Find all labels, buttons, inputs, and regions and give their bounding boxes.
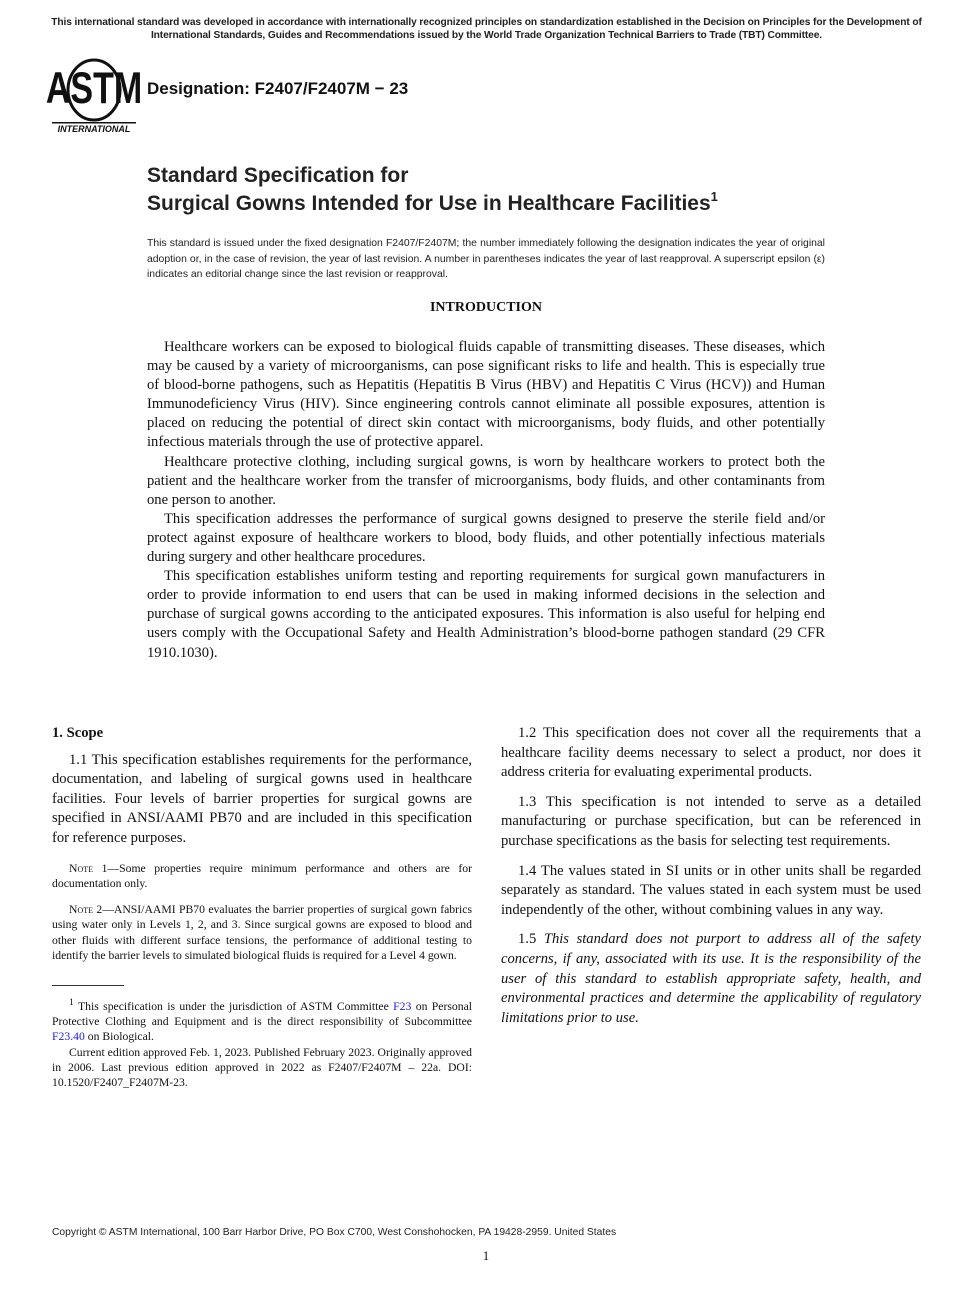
right-column [501,724,921,1038]
footnote-text: on Biological. [87,1030,154,1044]
title-line-1: Standard Specification for [147,164,409,187]
paragraph-number: 1.5 [518,931,537,948]
note-text: —Some properties require minimum performance and others are for documentation only. [52,861,472,891]
issuance-note: This standard is issued under the fixed designation F2407/F2407M; the number immediately following the designation indicates the year of original adoption or, in the case of revision, the year of last revision. A number in parentheses indicates the year of last reapproval. A superscript epsilon (ε) indicates an editorial change since the last revision or reapproval. [147,238,825,280]
introduction-body [147,338,825,663]
note-label: Note 1 [69,861,108,875]
committee-f23-link[interactable]: F23 [393,999,412,1013]
designation: Designation: F2407/F2407M − 23 [147,79,409,98]
paragraph-1-2: 1.2 This specification does not cover all the requirements that a healthcare facility deems necessary to select a product, nor does it address criteria for evaluating experimental products. [501,725,921,781]
title-line-2 [147,190,718,218]
note-2 [52,902,472,964]
paragraph-1-4: 1.4 The values stated in SI units or in other units shall be regarded separately as standard. The values stated in each system must be used independently of the other, without combining values in any way. [501,862,921,918]
left-column [52,724,472,974]
page-number: 1 [482,1248,490,1263]
subcommittee-f23-40-link[interactable]: F23.40 [52,1030,85,1044]
paragraph-text: This standard does not purport to address all of the safety concerns, if any, associated with its use. It is the responsibility of the user of this standard to establish appropriate safety, health, and environmental practices and determine the applicability of regulatory limitations prior to use. [501,931,921,1026]
document-title [147,162,718,218]
paragraph-1-3: 1.3 This specification is not intended to serve as a detailed manufacturing or purchase specification, but can be referenced in purchase specifications as the basis for selecting test requirements. [501,793,921,849]
copyright-notice: Copyright © ASTM International, 100 Barr Harbor Drive, PO Box C700, West Conshohocken, PA 19428-2959. United States [52,1227,617,1238]
svg-text:ASTM: ASTM [45,63,143,113]
tbt-notice: This international standard was developed in accordance with internationally recognized principles on standardization established in the Decision on Principles for the Development of International Standards, Guides and Recommendations issued by the World Trade Organization Technical Barriers to Trade (TBT) Committee. [51,17,922,41]
footnote [52,995,472,1091]
intro-paragraph: Healthcare workers can be exposed to biological fluids capable of transmitting diseases. These diseases, which may be caused by a variety of microorganisms, can pose significant risks to life and health. This is especially true of blood-borne pathogens, such as Hepatitis (Hepatitis B Virus (HBV) and Hepatitis C Virus (HCV)) and Human Immunodeficiency Virus (HIV). Since engineering controls cannot eliminate all possible exposures, attention is placed on reducing the potential of direct skin contact with microorganisms, body fluids, and other potentially infectious materials through the use of protective apparel. [147,339,825,451]
title-text: Surgical Gowns Intended for Use in Healthcare Facilities [147,192,711,215]
svg-text:INTERNATIONAL: INTERNATIONAL [57,124,131,134]
footnote-mark: 1 [69,997,74,1008]
footnote-jurisdiction [52,995,472,1045]
section-heading-scope: 1. Scope [52,725,104,741]
footnote-edition: Current edition approved Feb. 1, 2023. Published February 2023. Originally approved in 2006. Last previous edition approved in 2022 as F2407/F2407M – 22a. DOI: 10.1520/F2407_F2407M-23. [52,1045,472,1090]
paragraph-1-1: 1.1 This specification establishes requirements for the performance, documentation, and labeling of surgical gowns used in healthcare facilities. Four levels of barrier properties for surgical gowns are specified in ANSI/AAMI PB70 and are included in this specification for reference purposes. [52,751,472,846]
intro-paragraph: This specification establishes uniform testing and reporting requirements for surgical gown manufacturers in order to provide information to end users that can be used in making informed decisions in the selection and purchase of surgical gowns according to the anticipated exposures. This information is also useful for helping end users comply with the Occupational Safety and Health Administration’s blood-borne pathogen standard (29 CFR 1910.1030). [147,568,825,661]
title-footnote-mark: 1 [710,189,718,204]
intro-paragraph: Healthcare protective clothing, including surgical gowns, is worn by healthcare workers to protect both the patient and the healthcare worker from the transfer of microorganisms, body fluids, and other contaminants from one person to another. [147,453,825,508]
footnote-text: on Personal Protective Clothing and Equipment and is the direct responsibility of Subcommittee [52,999,473,1029]
intro-paragraph: This specification addresses the performance of surgical gowns designed to preserve the sterile field and/or protect against exposure of healthcare workers to blood, body fluids, and other potentially infectious materials during surgery and other healthcare procedures. [147,510,825,566]
footnote-text: This specification is under the jurisdiction of ASTM Committee [78,999,389,1013]
note-1 [52,861,472,892]
paragraph-1-5 [501,930,921,1028]
note-text: —ANSI/AAMI PB70 evaluates the barrier properties of surgical gown fabrics using water only in Levels 1, 2, and 3. Since surgical gowns are exposed to blood and other fluids with different surface tensions, the performance of additional testing to identify the barrier levels to simulated biological fluids is required for a Level 4 gown. [52,902,473,963]
astm-logo [45,56,143,136]
footnote-divider [52,985,124,986]
introduction-heading: INTRODUCTION [429,300,542,315]
note-label: Note 2 [69,902,103,916]
